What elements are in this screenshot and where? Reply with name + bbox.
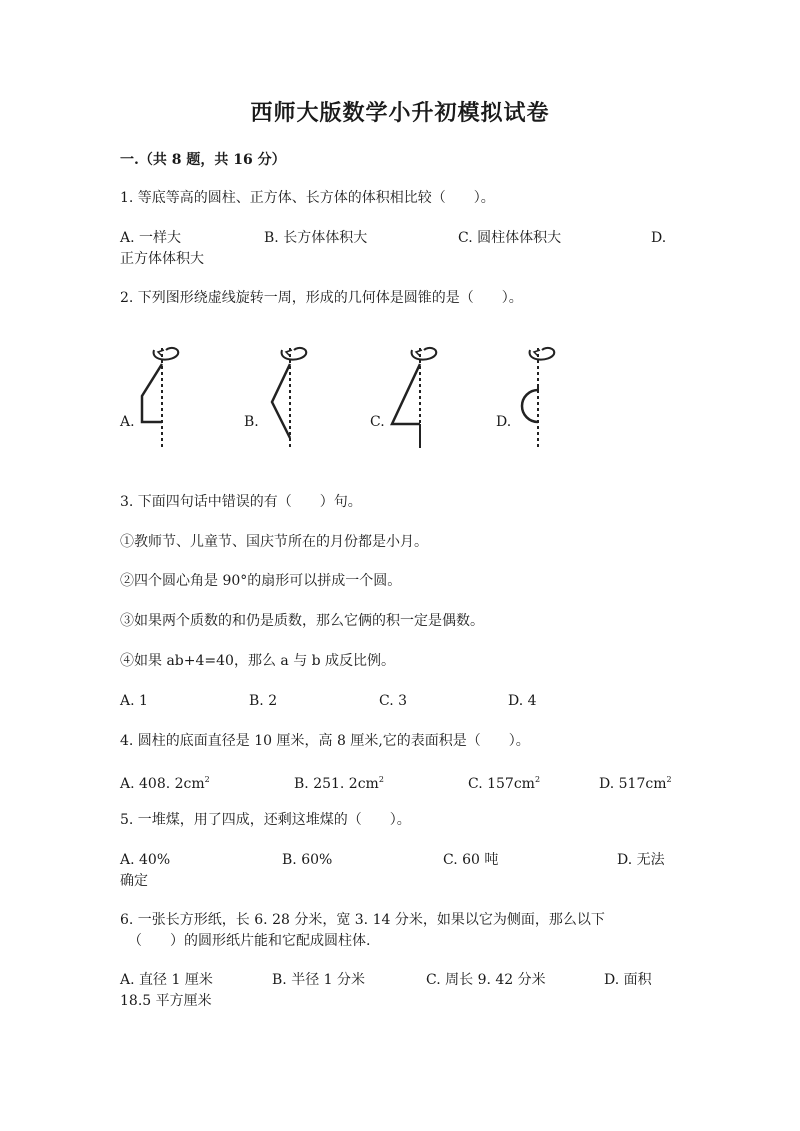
q1-option-a: A. 一样大 bbox=[120, 230, 182, 246]
q1-option-d-cont: 正方体体积大 bbox=[120, 251, 204, 267]
figure-d-drawing bbox=[496, 340, 566, 450]
question-6: 6. 一张长方形纸，长 6. 28 分米，宽 3. 14 分米，如果以它为侧面，那么以下 bbox=[120, 912, 605, 928]
q3-option-d: D. 4 bbox=[508, 693, 537, 709]
figure-a-label: A. bbox=[120, 414, 135, 430]
q4-option-a-text: A. 408. 2cm bbox=[120, 776, 205, 792]
question-5: 5. 一堆煤，用了四成，还剩这堆煤的（ ）。 bbox=[120, 812, 411, 828]
section-heading: 一.（共 8 题，共 16 分） bbox=[120, 152, 286, 168]
q6-option-d: D. 面积 bbox=[604, 972, 652, 988]
q3-statement-4: ④如果 ab+4=40，那么 a 与 b 成反比例。 bbox=[120, 653, 396, 669]
q4-option-c-sup: 2 bbox=[534, 775, 541, 784]
q3-option-a: A. 1 bbox=[120, 693, 148, 709]
q5-option-c: C. 60 吨 bbox=[443, 852, 499, 868]
q4-option-d-sup: 2 bbox=[666, 775, 672, 784]
figure-c-label: C. bbox=[370, 414, 385, 430]
q4-option-c-text: C. 157cm bbox=[468, 776, 535, 792]
q4-option-d-text: D. 517cm bbox=[599, 776, 667, 792]
q3-statement-3: ③如果两个质数的和仍是质数，那么它俩的积一定是偶数。 bbox=[120, 613, 484, 629]
q1-option-b: B. 长方体体积大 bbox=[264, 230, 368, 246]
q6-option-d-cont: 18.5 平方厘米 bbox=[120, 993, 212, 1009]
q3-statement-2: ②四个圆心角是 90°的扇形可以拼成一个圆。 bbox=[120, 573, 402, 589]
figure-d-label: D. bbox=[496, 414, 512, 430]
figure-b-label: B. bbox=[244, 414, 259, 430]
q3-option-b: B. 2 bbox=[249, 693, 278, 709]
q4-option-c bbox=[468, 770, 540, 794]
q4-option-a-sup: 2 bbox=[204, 775, 210, 784]
q4-option-b-text: B. 251. 2cm bbox=[294, 776, 379, 792]
q4-option-b bbox=[294, 770, 384, 794]
q4-option-a bbox=[120, 770, 210, 794]
page-title: 西师大版数学小升初模拟试卷 bbox=[250, 100, 550, 126]
q1-option-d: D. bbox=[651, 230, 667, 246]
question-2: 2. 下列图形绕虚线旋转一周，形成的几何体是圆锥的是（ ）。 bbox=[120, 290, 523, 306]
question-6-cont: （ ）的圆形纸片能和它配成圆柱体. bbox=[128, 933, 371, 949]
question-4: 4. 圆柱的底面直径是 10 厘米，高 8 厘米,它的表面积是（ ）。 bbox=[120, 733, 530, 749]
q6-option-a: A. 直径 1 厘米 bbox=[120, 972, 213, 988]
q6-option-c: C. 周长 9. 42 分米 bbox=[426, 972, 546, 988]
q6-option-b: B. 半径 1 分米 bbox=[272, 972, 365, 988]
figure-a-drawing bbox=[120, 340, 190, 450]
q5-option-d-cont: 确定 bbox=[120, 873, 148, 889]
question-1: 1. 等底等高的圆柱、正方体、长方体的体积相比较（ ）。 bbox=[120, 190, 495, 206]
q4-option-b-sup: 2 bbox=[378, 775, 384, 784]
q4-option-d bbox=[599, 770, 672, 794]
figure-b-drawing bbox=[244, 340, 314, 450]
q5-option-b: B. 60% bbox=[282, 852, 333, 868]
q5-option-a: A. 40% bbox=[120, 852, 171, 868]
q3-option-c: C. 3 bbox=[379, 693, 408, 709]
q5-option-d: D. 无法 bbox=[617, 852, 665, 868]
figure-c-drawing bbox=[370, 340, 440, 450]
q3-statement-1: ①教师节、儿童节、国庆节所在的月份都是小月。 bbox=[120, 534, 428, 550]
q1-option-c: C. 圆柱体体积大 bbox=[458, 230, 562, 246]
question-3: 3. 下面四句话中错误的有（ ）句。 bbox=[120, 494, 362, 510]
